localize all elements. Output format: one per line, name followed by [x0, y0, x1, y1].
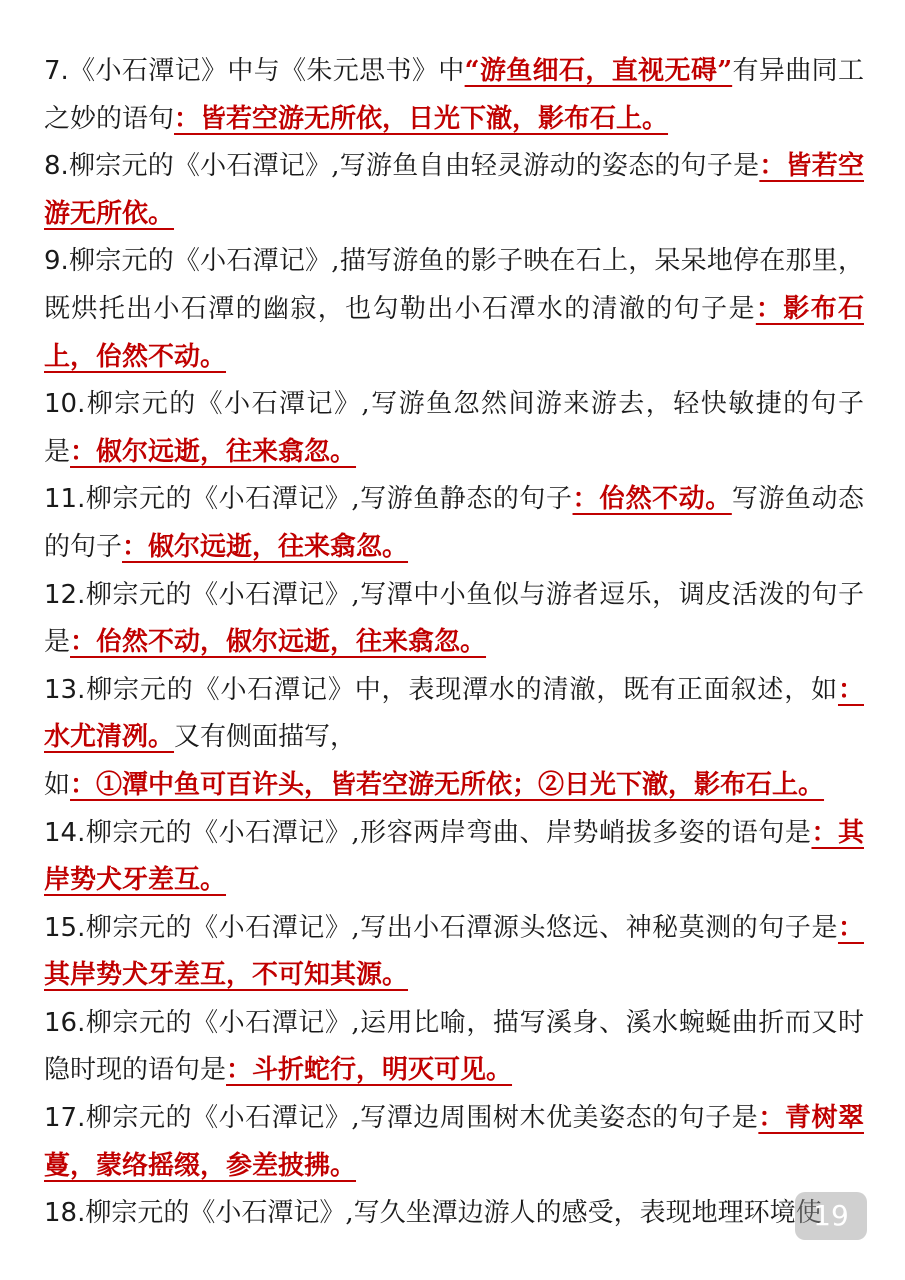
question-text: 柳宗元的《小石潭记》,描写游鱼的影子映在石上，呆呆地停在那里，既烘托出小石潭的幽寂，也勾勒出小石潭水的清澈的句子是	[44, 246, 864, 324]
question-text: 柳宗元的《小石潭记》,写游鱼静态的句子	[85, 484, 573, 515]
question-text: 写游鱼动态的句子	[44, 484, 864, 562]
question-item	[44, 810, 864, 905]
question-number: 11.	[44, 484, 86, 515]
question-number: 8.	[44, 151, 69, 182]
question-number: 13.	[44, 674, 86, 705]
question-text: 柳宗元的《小石潭记》,运用比喻，描写溪身、溪水蜿蜒曲折而又时隐时现的语句是	[44, 1007, 864, 1086]
answer-text: ：其岸势犬牙差互，不可知其源。	[44, 912, 864, 991]
question-number: 9.	[44, 246, 69, 277]
question-item	[44, 381, 864, 476]
question-item	[44, 1000, 864, 1095]
answer-text: ：俶尔远逝，往来翕忽。	[70, 436, 357, 467]
question-text: 有异曲同工之妙的语句	[44, 56, 864, 134]
answer-text: ：青树翠蔓，蒙络摇缀，参差披拂。	[44, 1103, 864, 1181]
document-body	[44, 48, 864, 1238]
question-item	[44, 667, 864, 810]
question-item	[44, 238, 864, 381]
question-text: 柳宗元的《小石潭记》,写出小石潭源头悠远、神秘莫测的句子是	[85, 912, 838, 943]
question-text: 柳宗元的《小石潭记》,形容两岸弯曲、岸势峭拔多姿的语句是	[85, 817, 812, 848]
question-item	[44, 1190, 864, 1238]
question-item	[44, 143, 864, 238]
answer-text: ：其岸势犬牙差互。	[44, 817, 864, 896]
answer-text: ：皆若空游无所依。	[44, 151, 864, 229]
question-text: 柳宗元的《小石潭记》,写潭边周围树木优美姿态的句子是	[85, 1103, 759, 1134]
question-number: 7.	[44, 56, 69, 86]
question-text: 柳宗元的《小石潭记》,写潭中小鱼似与游者逗乐，调皮活泼的句子是	[44, 579, 864, 658]
question-number: 17.	[44, 1103, 86, 1134]
question-text: 柳宗元的《小石潭记》中，表现潭水的清澈，既有正面叙述，如	[85, 674, 838, 705]
page-number-badge: 19	[795, 1192, 867, 1240]
answer-text: ：影布石上，佁然不动。	[44, 293, 864, 372]
answer-text: ：佁然不动。	[572, 484, 732, 515]
question-item	[44, 48, 864, 143]
question-number: 15.	[44, 912, 86, 943]
question-text: 《小石潭记》中与《朱元思书》中	[68, 56, 465, 86]
question-item	[44, 572, 864, 667]
question-number: 16.	[44, 1007, 86, 1038]
answer-text: ：斗折蛇行，明灭可见。	[226, 1055, 513, 1086]
answer-text: ：佁然不动，俶尔远逝，往来翕忽。	[70, 627, 487, 658]
question-item	[44, 905, 864, 1000]
question-item	[44, 1095, 864, 1190]
answer-text: ：①潭中鱼可百许头，皆若空游无所依；②日光下澈，影布石上。	[70, 769, 825, 800]
answer-text: ：俶尔远逝，往来翕忽。	[122, 531, 409, 562]
question-number: 14.	[44, 817, 86, 848]
question-text: 又有侧面描写，	[174, 722, 357, 753]
question-number: 10.	[44, 389, 86, 420]
question-item	[44, 476, 864, 571]
answer-text: “游鱼细石，直视无碍”	[464, 56, 733, 86]
question-text: 柳宗元的《小石潭记》,写游鱼自由轻灵游动的姿态的句子是	[68, 151, 760, 182]
question-text: 柳宗元的《小石潭记》,写久坐潭边游人的感受，表现地理环境使	[85, 1198, 822, 1229]
question-text: 柳宗元的《小石潭记》,写游鱼忽然间游来游去，轻快敏捷的句子是	[44, 389, 864, 467]
answer-text: ：水尤清冽。	[44, 674, 864, 753]
question-number: 12.	[44, 579, 86, 610]
answer-text: ：皆若空游无所依，日光下澈，影布石上。	[174, 103, 669, 134]
question-text: 如	[44, 769, 71, 800]
question-number: 18.	[44, 1198, 86, 1229]
